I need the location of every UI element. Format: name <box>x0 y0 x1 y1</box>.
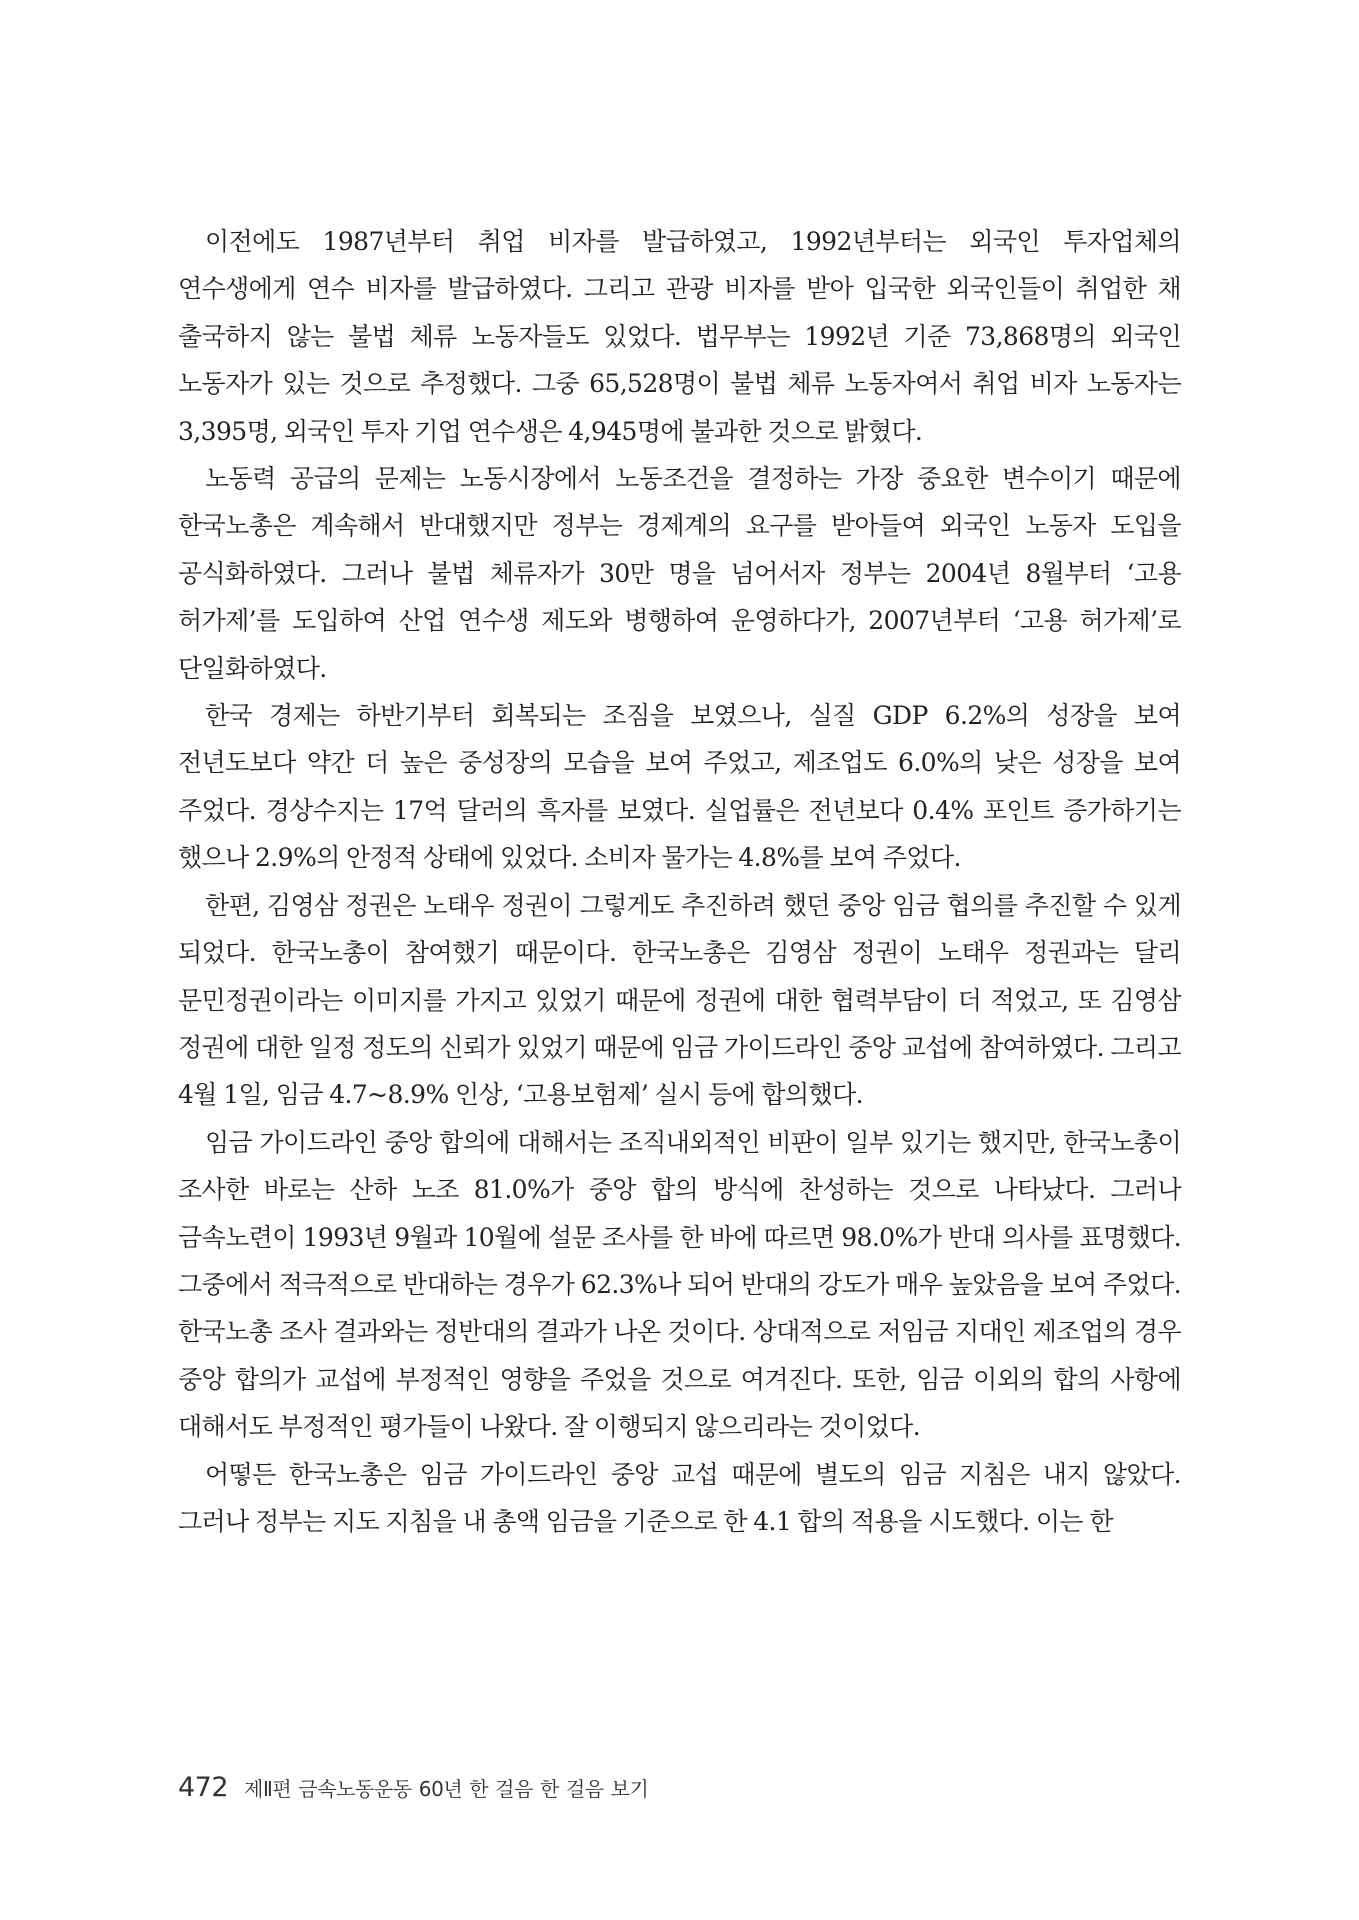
paragraph-government-guideline: 어떻든 한국노총은 임금 가이드라인 중앙 교섭 때문에 별도의 임금 지침은 내지 않았다. 그러나 정부는 지도 지침을 내 총액 임금을 기준으로 한 4.1 합의 적용을 시도했다. 이는 한 <box>178 1459 1181 1536</box>
body-text <box>178 218 1181 1545</box>
page-number: 472 <box>178 1772 229 1803</box>
running-head: 제Ⅱ편 금속노동운동 60년 한 걸음 한 걸음 보기 <box>244 1777 649 1801</box>
paragraph-foreign-worker-visas: 이전에도 1987년부터 취업 비자를 발급하였고, 1992년부터는 외국인 투자업체의 연수생에게 연수 비자를 발급하였다. 그리고 관광 비자를 받아 입국한 외국인들이 취업한 채 출국하지 않는 불법 체류 노동자들도 있었다. 법무부는 1992년 기준 73,868명의 외국인 노동자가 있는 것으로 추정했다. 그중 65,528명이 불법 체류 노동자여서 취업 비자 노동자는 3,395명, 외국인 투자 기업 연수생은 4,945명에 불과한 것으로 밝혔다. <box>178 227 1181 446</box>
paragraph-labor-supply: 노동력 공급의 문제는 노동시장에서 노동조건을 결정하는 가장 중요한 변수이기 때문에 한국노총은 계속해서 반대했지만 정부는 경제계의 요구를 받아들여 외국인 노동자 도입을 공식화하였다. 그러나 불법 체류자가 30만 명을 넘어서자 정부는 2004년 8월부터 ‘고용 허가제’를 도입하여 산업 연수생 제도와 병행하여 운영하다가, 2007년부터 ‘고용 허가제’로 단일화하였다. <box>178 464 1181 683</box>
page-footer <box>178 1772 648 1803</box>
paragraph-wage-guideline-survey: 임금 가이드라인 중앙 합의에 대해서는 조직내외적인 비판이 일부 있기는 했지만, 한국노총이 조사한 바로는 산하 노조 81.0%가 중앙 합의 방식에 찬성하는 것으로 나타났다. 그러나 금속노련이 1993년 9월과 10월에 설문 조사를 한 바에 따르면 98.0%가 반대 의사를 표명했다. 그중에서 적극적으로 반대하는 경우가 62.3%나 되어 반대의 강도가 매우 높았음을 보여 주었다. 한국노총 조사 결과와는 정반대의 결과가 나온 것이다. 상대적으로 저임금 지대인 제조업의 경우 중앙 합의가 교섭에 부정적인 영향을 주었을 것으로 여겨진다. 또한, 임금 이외의 합의 사항에 대해서도 부정적인 평가들이 나왔다. 잘 이행되지 않으리라는 것이었다. <box>178 1127 1181 1442</box>
paragraph-economy: 한국 경제는 하반기부터 회복되는 조짐을 보였으나, 실질 GDP 6.2%의 성장을 보여 전년도보다 약간 더 높은 중성장의 모습을 보여 주었고, 제조업도 6.0%의 낮은 성장을 보여 주었다. 경상수지는 17억 달러의 흑자를 보였다. 실업률은 전년보다 0.4% 포인트 증가하기는 했으나 2.9%의 안정적 상태에 있었다. 소비자 물가는 4.8%를 보여 주었다. <box>178 701 1181 873</box>
paragraph-central-wage-agreement: 한편, 김영삼 정권은 노태우 정권이 그렇게도 추진하려 했던 중앙 임금 협의를 추진할 수 있게 되었다. 한국노총이 참여했기 때문이다. 한국노총은 김영삼 정권이 노태우 정권과는 달리 문민정권이라는 이미지를 가지고 있었기 때문에 정권에 대한 협력부담이 더 적었고, 또 김영삼 정권에 대한 일정 정도의 신뢰가 있었기 때문에 임금 가이드라인 중앙 교섭에 참여하였다. 그리고 4월 1일, 임금 4.7~8.9% 인상, ‘고용보험제’ 실시 등에 합의했다. <box>178 890 1181 1110</box>
